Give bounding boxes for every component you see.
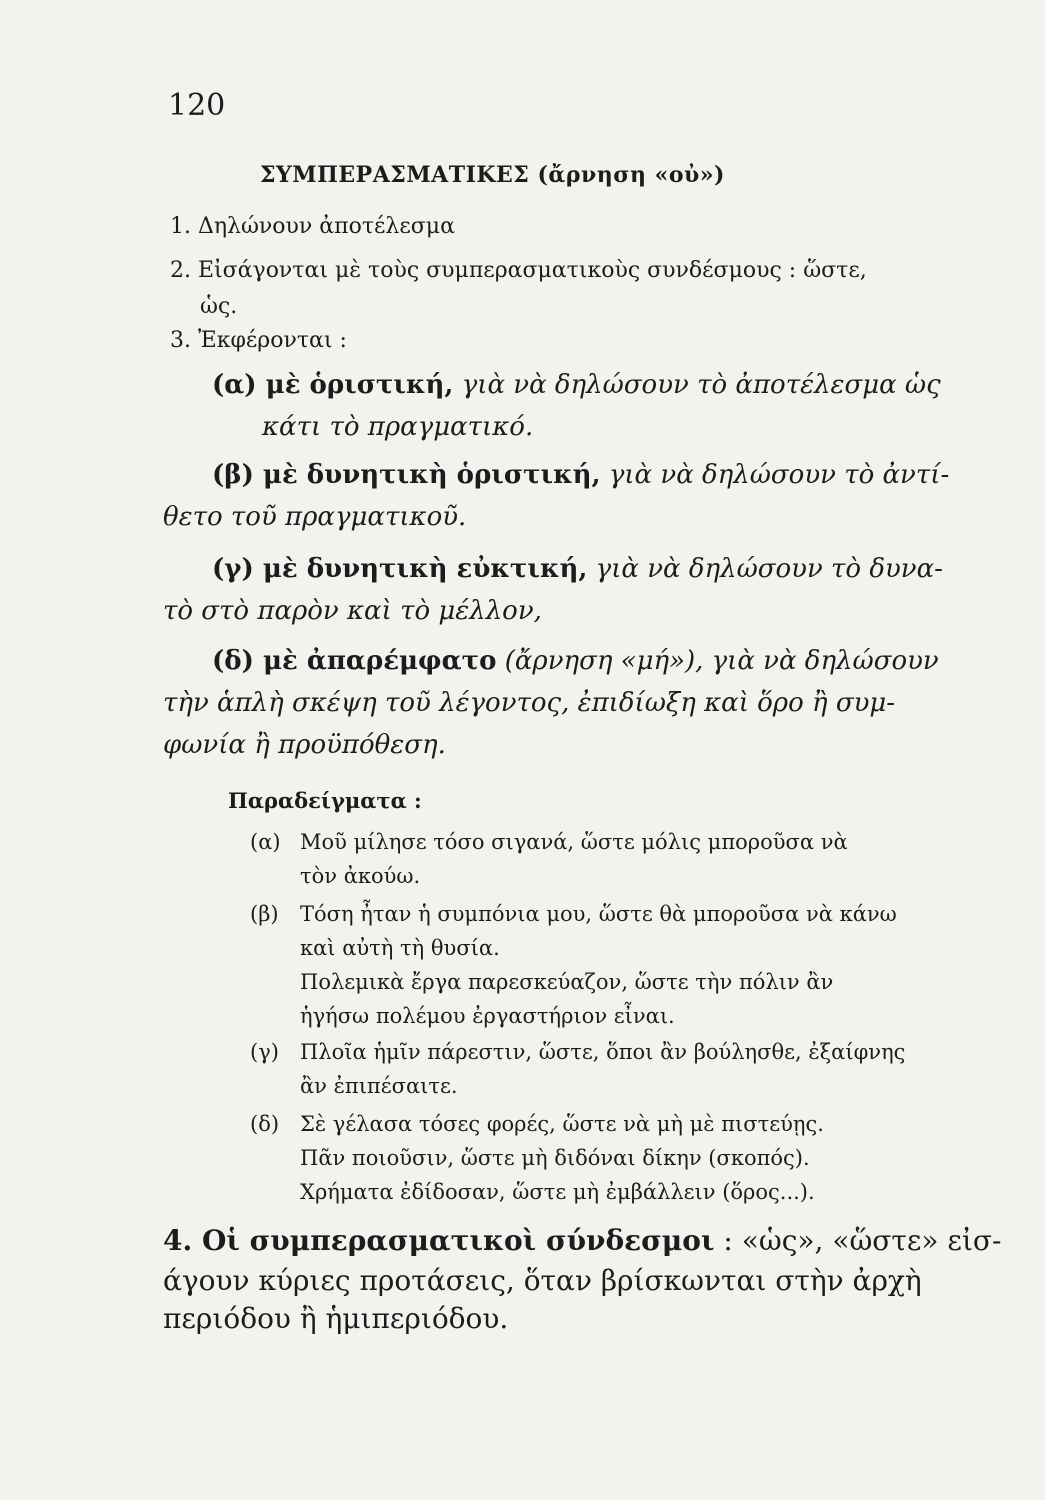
example-b-line4: ἡγήσω πολέμου ἐργαστήριον εἶναι.: [300, 1004, 675, 1028]
item-4-line2: άγουν κύριες προτάσεις, ὅταν βρίσκωνται στὴν ἀρχὴ: [163, 1264, 922, 1297]
case-d-text: (ἄρνηση «μή»), γιὰ νὰ δηλώσουν: [504, 646, 939, 676]
example-d-line1: Σὲ γέλασα τόσες φορές, ὥστε νὰ μὴ μὲ πιστεύῃς.: [300, 1112, 824, 1136]
item-4-line1: [163, 1224, 1002, 1257]
example-a-label: (α): [250, 830, 281, 854]
item-1: 1. Δηλώνουν ἀποτέλεσμα: [170, 214, 455, 239]
case-a-text: γιὰ νὰ δηλώσουν τὸ ἀποτέλεσμα ὡς: [461, 370, 941, 400]
case-d-label: (δ) μὲ ἀπαρέμφατο: [212, 646, 497, 676]
case-a-line2: κάτι τὸ πραγματικό.: [262, 412, 534, 442]
case-d-line3: φωνία ἢ προϋπόθεση.: [163, 730, 446, 760]
case-b-text: γιὰ νὰ δηλώσουν τὸ ἀντί-: [608, 460, 950, 490]
example-c-line2: ἂν ἐπιπέσαιτε.: [300, 1074, 458, 1098]
case-a-label: (α) μὲ ὁριστική,: [212, 370, 454, 400]
item-4-line3: περιόδου ἢ ἡμιπεριόδου.: [163, 1302, 509, 1335]
case-c-label: (γ) μὲ δυνητικὴ εὐκτική,: [212, 554, 588, 584]
case-c-line1: [212, 554, 943, 584]
case-b-line1: [212, 460, 949, 490]
example-b-line2: καὶ αὐτὴ τὴ θυσία.: [300, 936, 500, 960]
case-d-line2: τὴν ἁπλὴ σκέψη τοῦ λέγοντος, ἐπιδίωξη καὶ ὅρο ἢ συμ-: [163, 688, 896, 718]
example-b-label: (β): [250, 902, 279, 926]
section-heading: ΣΥΜΠΕΡΑΣΜΑΤΙΚΕΣ (ἄρνηση «οὐ»): [260, 162, 725, 188]
example-b-line1: Τόση ἦταν ἡ συμπόνια μου, ὥστε θὰ μποροῦσα νὰ κάνω: [300, 902, 897, 926]
item-4-label: 4. Οἱ συμπερασματικοὶ σύνδεσμοι: [163, 1224, 715, 1257]
case-c-text: γιὰ νὰ δηλώσουν τὸ δυνα-: [595, 554, 943, 584]
case-b-line2: θετο τοῦ πραγματικοῦ.: [163, 502, 467, 532]
example-d-line3: Χρήματα ἐδίδοσαν, ὥστε μὴ ἐμβάλλειν (ὅρος...).: [300, 1180, 815, 1204]
case-d-line1: [212, 646, 939, 676]
case-a-line1: [212, 370, 941, 400]
example-b-line3: Πολεμικὰ ἔργα παρεσκεύαζον, ὥστε τὴν πόλιν ἂν: [300, 970, 834, 994]
example-c-line1: Πλοῖα ἡμῖν πάρεστιν, ὥστε, ὅποι ἂν βούλησθε, ἐξαίφνης: [300, 1040, 906, 1064]
example-d-line2: Πᾶν ποιοῦσιν, ὥστε μὴ διδόναι δίκην (σκοπός).: [300, 1146, 810, 1170]
example-d-label: (δ): [250, 1112, 280, 1136]
item-2-line2: ὡς.: [200, 294, 238, 319]
case-c-line2: τὸ στὸ παρὸν καὶ τὸ μέλλον,: [163, 596, 542, 626]
item-4-text: : «ὡς», «ὥστε» εἰσ-: [723, 1224, 1002, 1257]
case-b-label: (β) μὲ δυνητικὴ ὁριστική,: [212, 460, 601, 490]
examples-title: Παραδείγματα :: [228, 788, 422, 813]
item-3: 3. Ἐκφέρονται :: [170, 328, 347, 353]
page-number: 120: [168, 88, 226, 123]
item-2-line1: 2. Εἰσάγονται μὲ τοὺς συμπερασματικοὺς συνδέσμους : ὥστε,: [170, 258, 867, 283]
example-a-line1: Μοῦ μίλησε τόσο σιγανά, ὥστε μόλις μποροῦσα νὰ: [300, 830, 848, 854]
example-c-label: (γ): [250, 1040, 279, 1064]
example-a-line2: τὸν ἀκούω.: [300, 864, 421, 888]
